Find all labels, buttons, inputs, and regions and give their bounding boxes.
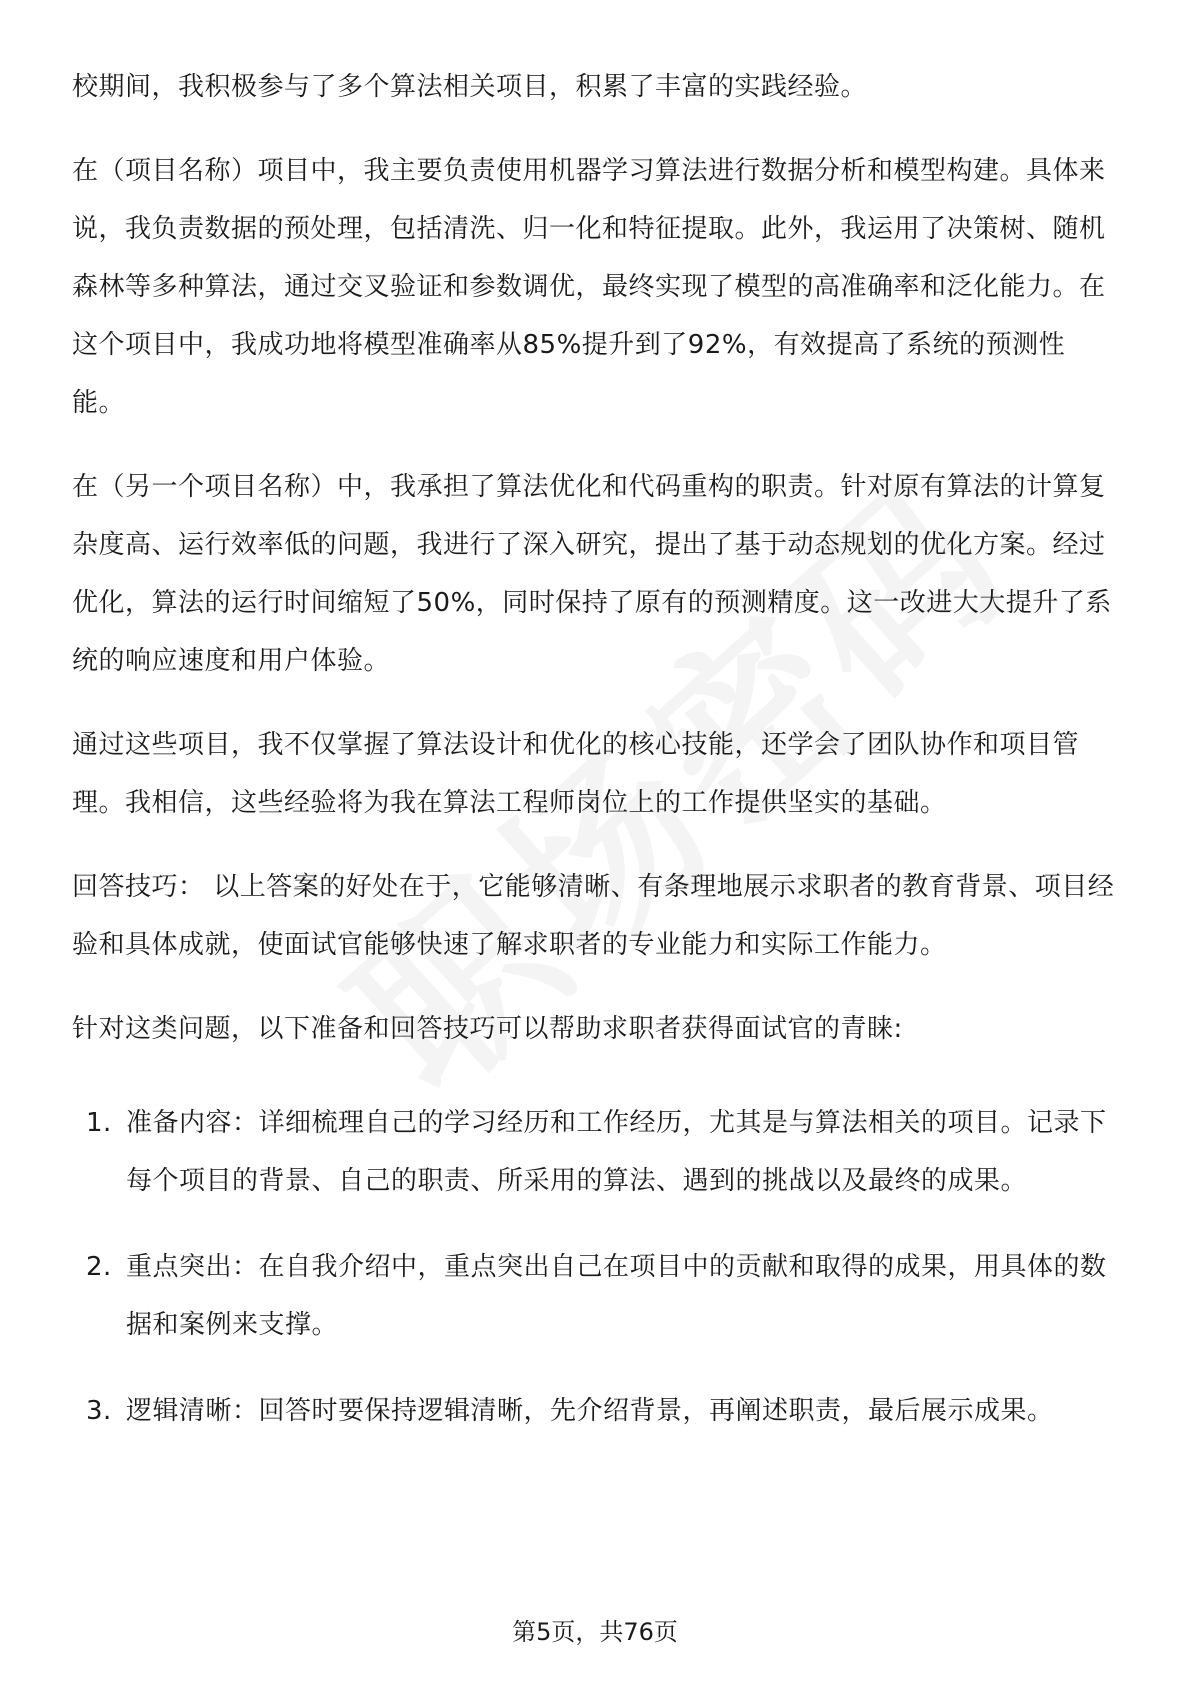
page-number-footer: 第5页，共76页	[512, 1618, 678, 1646]
list-item	[72, 1094, 1118, 1210]
paragraph-1: 校期间，我积极参与了多个算法相关项目，积累了丰富的实践经验。	[72, 72, 868, 102]
list-item	[72, 1382, 1118, 1440]
list-item-number: 2.	[86, 1252, 112, 1282]
list-item-text: 逻辑清晰：回答时要保持逻辑清晰，先介绍背景，再阐述职责，最后展示成果。	[126, 1396, 1054, 1426]
list-item-text: 准备内容：详细梳理自己的学习经历和工作经历，尤其是与算法相关的项目。记录下每个项目的背景、自己的职责、所采用的算法、遇到的挑战以及最终的成果。	[126, 1108, 1107, 1196]
list-item-text: 重点突出：在自我介绍中，重点突出自己在项目中的贡献和取得的成果，用具体的数据和案例来支撑。	[126, 1252, 1107, 1340]
paragraph-2: 在（项目名称）项目中，我主要负责使用机器学习算法进行数据分析和模型构建。具体来说，我负责数据的预处理，包括清洗、归一化和特征提取。此外，我运用了决策树、随机森林等多种算法，通过交叉验证和参数调优，最终实现了模型的高准确率和泛化能力。在这个项目中，我成功地将模型准确率从85%提升到了92%，有效提高了系统的预测性能。	[72, 156, 1106, 418]
paragraph-intro-list: 针对这类问题，以下准备和回答技巧可以帮助求职者获得面试官的青睐:	[72, 1014, 903, 1044]
page-content	[72, 58, 1118, 1468]
list-item	[72, 1238, 1118, 1354]
list-item-number: 1.	[86, 1108, 112, 1138]
list-item-number: 3.	[86, 1396, 112, 1426]
tips-list	[72, 1094, 1118, 1440]
paragraph-tips: 回答技巧： 以上答案的好处在于，它能够清晰、有条理地展示求职者的教育背景、项目经验和具体成就，使面试官能够快速了解求职者的专业能力和实际工作能力。	[72, 872, 1115, 960]
paragraph-4: 通过这些项目，我不仅掌握了算法设计和优化的核心技能，还学会了团队协作和项目管理。我相信，这些经验将为我在算法工程师岗位上的工作提供坚实的基础。	[72, 730, 1080, 818]
paragraph-3: 在（另一个项目名称）中，我承担了算法优化和代码重构的职责。针对原有算法的计算复杂度高、运行效率低的问题，我进行了深入研究，提出了基于动态规划的优化方案。经过优化，算法的运行时间缩短了50%，同时保持了原有的预测精度。这一改进大大提升了系统的响应速度和用户体验。	[72, 472, 1112, 676]
